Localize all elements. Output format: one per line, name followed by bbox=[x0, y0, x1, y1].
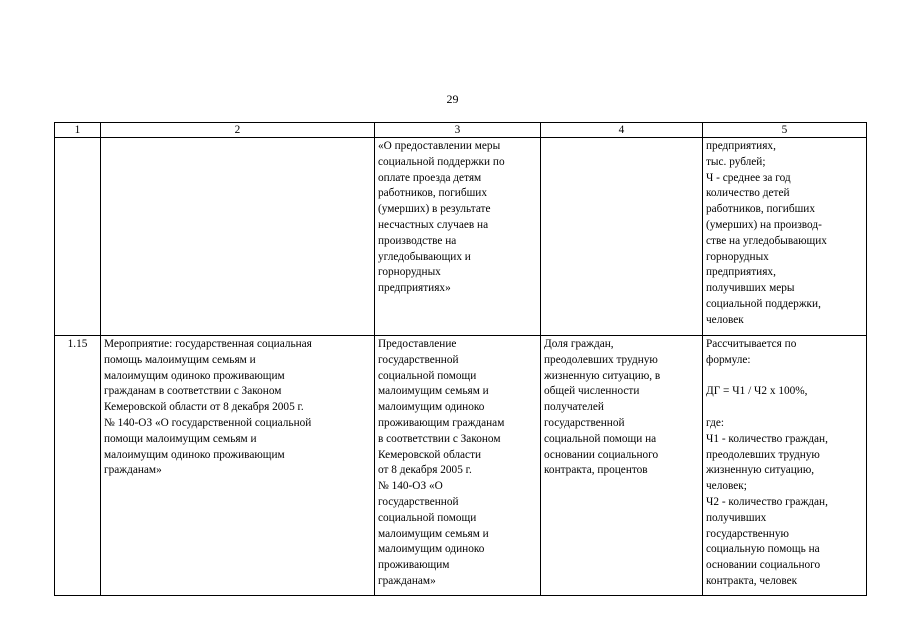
text-line: преодолевших трудную bbox=[706, 448, 820, 461]
text-line: количество детей bbox=[706, 187, 790, 200]
text-line: малоимущим одиноко bbox=[378, 401, 485, 414]
text-line: общей численности bbox=[544, 385, 640, 398]
text-line: ДГ = Ч1 / Ч2 x 100%, bbox=[706, 385, 808, 398]
text-line: жизненную ситуацию, в bbox=[544, 369, 661, 382]
text-line: человек bbox=[706, 313, 744, 326]
table-header-row bbox=[55, 123, 867, 138]
text-line: помощь малоимущим семьям и bbox=[104, 353, 256, 366]
text-line: Предоставление bbox=[378, 338, 457, 350]
text-line: от 8 декабря 2005 г. bbox=[378, 464, 472, 477]
text-line: гражданам в соответствии с Законом bbox=[104, 385, 282, 398]
text-line: основании социального bbox=[544, 448, 659, 461]
text-line: проживающим bbox=[378, 559, 450, 572]
text-line: получивших меры bbox=[706, 282, 795, 295]
cell-description bbox=[375, 336, 541, 596]
text-line: «О предоставлении меры bbox=[378, 140, 501, 152]
header-col-2: 2 bbox=[101, 123, 375, 138]
text-line: малоимущим одиноко проживающим bbox=[104, 448, 285, 461]
text-line: № 140-ОЗ «О bbox=[378, 480, 443, 493]
text-line: угледобывающих и bbox=[378, 250, 471, 263]
text-line: предприятиях, bbox=[706, 266, 776, 279]
text-line: помощи малоимущим семьям и bbox=[104, 432, 257, 445]
text-line: проживающим гражданам bbox=[378, 416, 505, 429]
text-line: стве на угледобывающих bbox=[706, 234, 827, 247]
header-col-5: 5 bbox=[703, 123, 867, 138]
text-line: Мероприятие: государственная социальная bbox=[104, 338, 312, 350]
text-line: малоимущим семьям и bbox=[378, 527, 489, 540]
text-line: Ч1 - количество граждан, bbox=[706, 432, 828, 445]
text-line bbox=[706, 400, 863, 416]
text-line: Рассчитывается по bbox=[706, 338, 797, 350]
table-row bbox=[55, 336, 867, 596]
text-line: государственную bbox=[706, 527, 789, 540]
text-line: работников, погибших bbox=[706, 203, 815, 216]
text-line: государственной bbox=[378, 353, 459, 366]
indicators-table bbox=[54, 122, 867, 596]
text-line: гражданам» bbox=[378, 574, 436, 587]
text-line: горнорудных bbox=[378, 266, 441, 279]
text-line: контракта, процентов bbox=[544, 464, 648, 477]
header-col-4: 4 bbox=[541, 123, 703, 138]
cell-indicator bbox=[541, 138, 703, 336]
text-line: Кемеровской области от 8 декабря 2005 г. bbox=[104, 401, 304, 414]
text-line: работников, погибших bbox=[378, 187, 487, 200]
text-line: получателей bbox=[544, 401, 604, 414]
text-line: предприятиях» bbox=[378, 282, 451, 295]
text-line: малоимущим семьям и bbox=[378, 385, 489, 398]
row-number: 1.15 bbox=[55, 336, 101, 596]
text-line: социальной помощи bbox=[378, 369, 477, 382]
text-line: малоимущим одиноко проживающим bbox=[104, 369, 285, 382]
table-row bbox=[55, 138, 867, 336]
cell-indicator bbox=[541, 336, 703, 596]
text-line bbox=[706, 369, 863, 385]
cell-description bbox=[375, 138, 541, 336]
text-line: производстве на bbox=[378, 234, 457, 247]
page-number: 29 bbox=[446, 92, 459, 106]
text-line: тыс. рублей; bbox=[706, 155, 766, 168]
text-line: социальную помощь на bbox=[706, 543, 820, 556]
text-line: человек; bbox=[706, 480, 747, 493]
row-number bbox=[55, 138, 101, 336]
text-line: (умерших) на производ- bbox=[706, 218, 822, 231]
cell-measure bbox=[101, 336, 375, 596]
text-line: социальной поддержки, bbox=[706, 297, 821, 310]
cell-calculation bbox=[703, 336, 867, 596]
text-line: получивших bbox=[706, 511, 767, 524]
text-line: формуле: bbox=[706, 353, 751, 366]
text-line: (умерших) в результате bbox=[378, 203, 491, 216]
text-line: несчастных случаев на bbox=[378, 218, 489, 231]
text-line: социальной помощи на bbox=[544, 432, 657, 445]
text-line: преодолевших трудную bbox=[544, 353, 658, 366]
cell-calculation bbox=[703, 138, 867, 336]
header-col-3: 3 bbox=[375, 123, 541, 138]
text-line: жизненную ситуацию, bbox=[706, 464, 815, 477]
text-line: оплате проезда детям bbox=[378, 171, 482, 184]
text-line: контракта, человек bbox=[706, 574, 798, 587]
text-line: Доля граждан, bbox=[544, 338, 614, 350]
text-line: основании социального bbox=[706, 559, 821, 572]
text-line: Ч2 - количество граждан, bbox=[706, 495, 828, 508]
text-line: государственной bbox=[544, 416, 625, 429]
text-line: где: bbox=[706, 416, 724, 429]
text-line: гражданам» bbox=[104, 464, 162, 477]
text-line: государственной bbox=[378, 495, 459, 508]
header-col-1: 1 bbox=[55, 123, 101, 138]
text-line: № 140-ОЗ «О государственной социальной bbox=[104, 416, 312, 429]
cell-measure bbox=[101, 138, 375, 336]
text-line: Кемеровской области bbox=[378, 448, 482, 461]
text-line: в соответствии с Законом bbox=[378, 432, 501, 445]
text-line: Ч - среднее за год bbox=[706, 171, 791, 184]
text-line: социальной поддержки по bbox=[378, 155, 505, 168]
text-line: предприятиях, bbox=[706, 140, 776, 152]
text-line: горнорудных bbox=[706, 250, 769, 263]
text-line: малоимущим одиноко bbox=[378, 543, 485, 556]
text-line: социальной помощи bbox=[378, 511, 477, 524]
